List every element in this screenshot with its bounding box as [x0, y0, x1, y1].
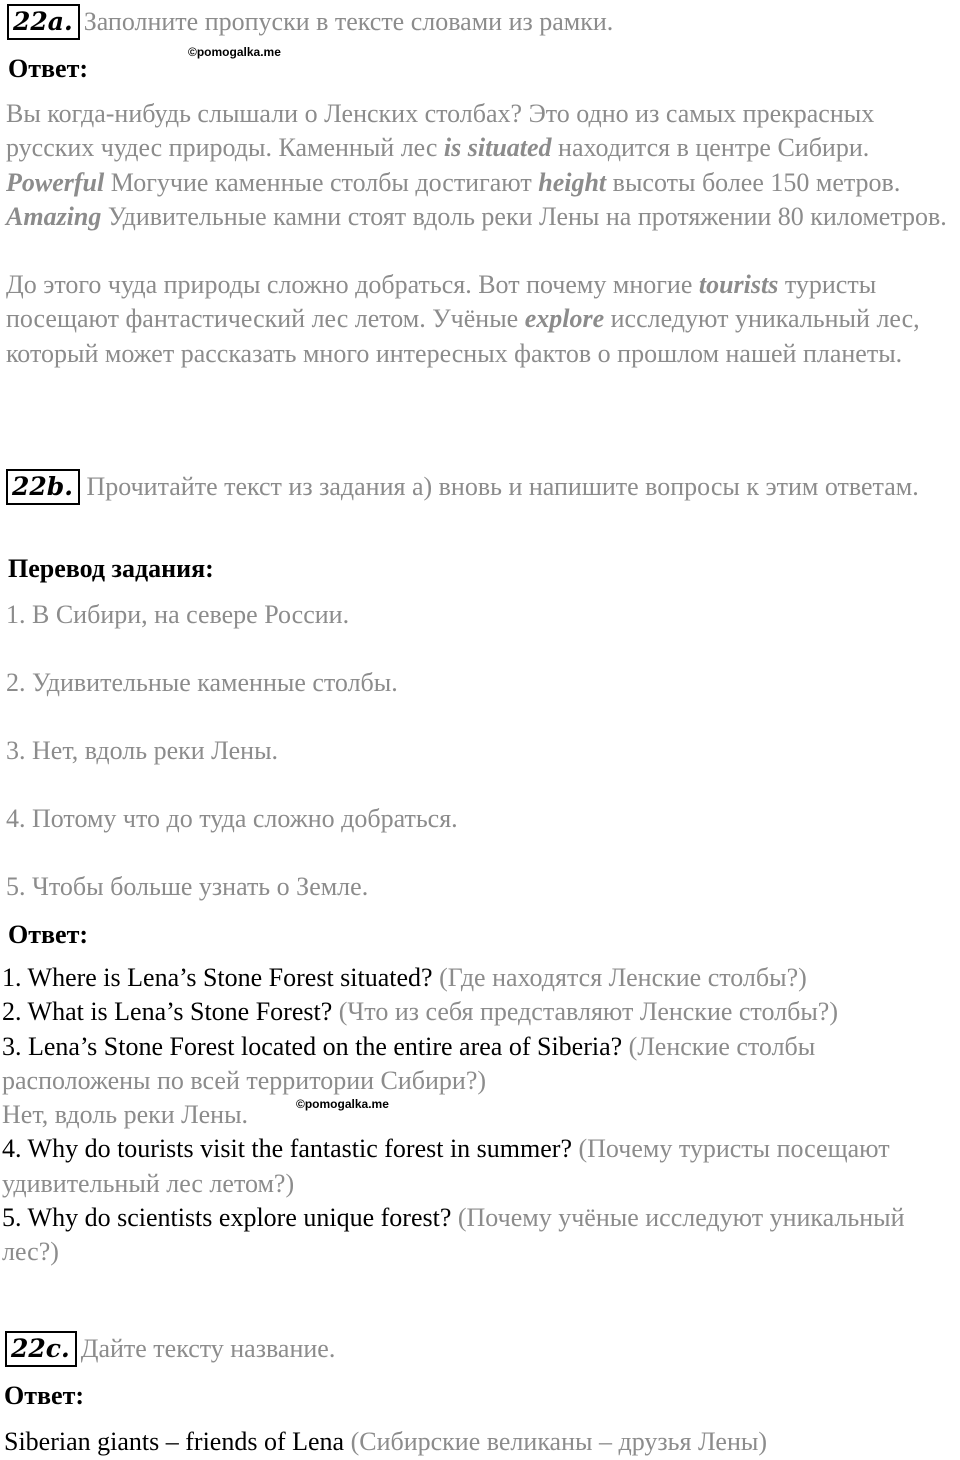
question-1: 1. Where is Lena’s Stone Forest situated? (Где находятся Ленские столбы?)	[2, 963, 807, 992]
question-5: 5. Why do scientists explore unique forest? (Почему учёные исследуют уникальный лес?)	[2, 1203, 905, 1267]
translation-heading: Перевод задания:	[8, 554, 214, 583]
task-22a-header	[7, 4, 613, 40]
answer-heading: Ответ:	[4, 1381, 85, 1410]
filled-word: is situated	[443, 133, 552, 163]
watermark: ©pomogalka.me	[188, 45, 281, 59]
question-4: 4. Why do tourists visit the fantastic forest in summer? (Почему туристы посещают удивительный лес летом?)	[2, 1134, 890, 1198]
answer-question-list	[2, 961, 960, 1270]
list-item: 4. Потому что до туда сложно добраться.	[6, 804, 458, 833]
filled-word: height	[538, 167, 607, 197]
task-instruction: Прочитайте текст из задания а) вновь и напишите вопросы к этим ответам.	[86, 472, 919, 501]
question-3: 3. Lena’s Stone Forest located on the entire area of Siberia? (Ленские столбы расположены по всей территории Сибири?)	[2, 1031, 816, 1095]
answer-heading: Ответ:	[8, 920, 89, 949]
filled-word: Amazing	[6, 201, 102, 231]
filled-word: tourists	[698, 270, 779, 299]
answer-heading: Ответ:	[8, 54, 89, 83]
list-item: 1. В Сибири, на севере России.	[6, 600, 350, 629]
title-answer: Siberian giants – friends of Lena (Сибирские великаны – друзья Лены)	[4, 1427, 767, 1456]
task-number-badge: 22a.	[7, 4, 80, 40]
task-22b-header	[6, 469, 956, 505]
task-22c-header	[5, 1331, 335, 1367]
list-item: 5. Чтобы больше узнать о Земле.	[6, 872, 369, 901]
task-number-badge: 22b.	[6, 469, 80, 505]
filled-word: explore	[524, 304, 605, 334]
answer-paragraph-2: До этого чуда природы сложно добраться. Вот почему многие tourists туристы посещают фантастический лес летом. Учёные explore исследуют уникальный лес, который может рассказать много интересных фактов о прошлом нашей планеты.	[6, 270, 920, 368]
task-number-badge: 22c.	[5, 1331, 77, 1367]
question-3-answer: Нет, вдоль реки Лены.	[2, 1100, 249, 1130]
task-instruction: Заполните пропуски в тексте словами из рамки.	[83, 7, 614, 36]
list-item: 3. Нет, вдоль реки Лены.	[6, 736, 279, 765]
question-2: 2. What is Lena’s Stone Forest? (Что из себя представляют Ленские столбы?)	[2, 997, 838, 1027]
watermark: ©pomogalka.me	[296, 1097, 389, 1111]
list-item: 2. Удивительные каменные столбы.	[6, 668, 398, 697]
filled-word: Powerful	[6, 167, 105, 197]
task-instruction: Дайте тексту название.	[80, 1334, 336, 1363]
answer-paragraph-1: Вы когда-нибудь слышали о Ленских столбах? Это одно из самых прекрасных русских чудес природы. Каменный лес is situated находится в центре Сибири. Powerful Могучие каменные столбы достигают height высоты более 150 метров. Amazing Удивительные камни стоят вдоль реки Лены на протяжении 80 километров.	[6, 99, 947, 231]
